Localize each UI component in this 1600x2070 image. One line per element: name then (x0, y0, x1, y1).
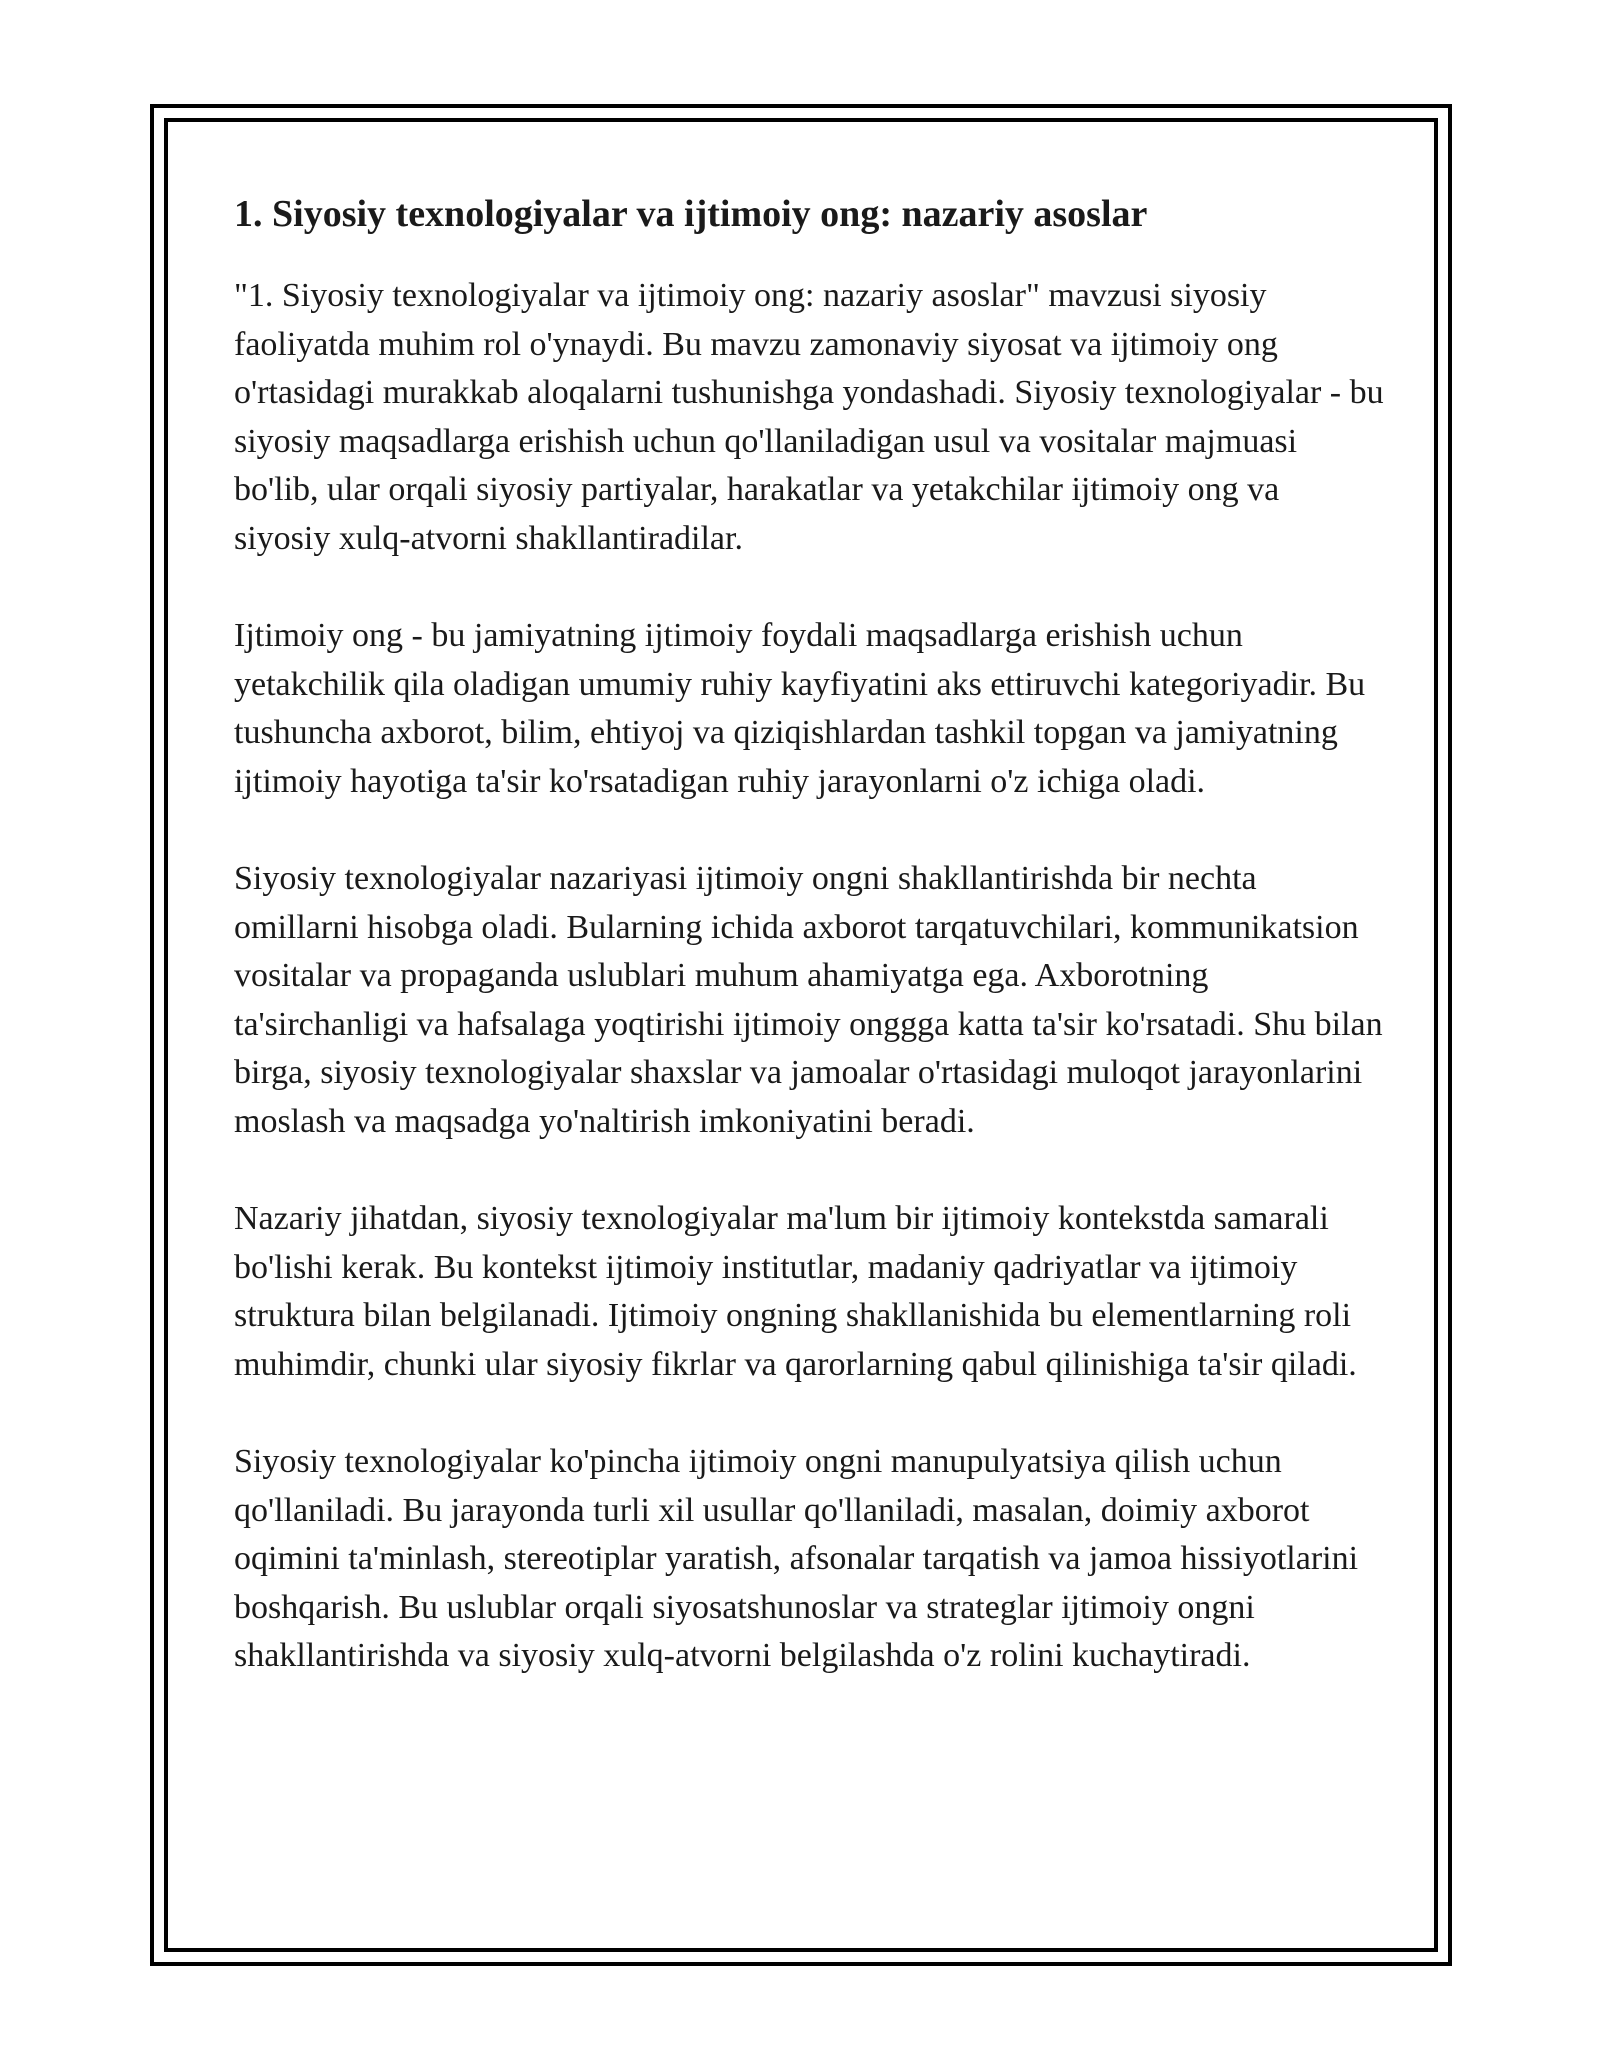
paragraph-1: "1. Siyosiy texnologiyalar va ijtimoiy ong: nazariy asoslar" mavzusi siyosiy faoliyatda muhim rol o'ynaydi. Bu mavzu zamonaviy siyosat va ijtimoiy ong o'rtasidagi murakkab aloqalarni tushunishga yondashadi. Siyosiy texnologiyalar - bu siyosiy maqsadlarga erishish uchun qo'llaniladigan usul va vositalar majmuasi bo'lib, ular orqali siyosiy partiyalar, harakatlar va yetakchilar ijtimoiy ong va siyosiy xulq-atvorni shakllantiradilar. (234, 277, 1384, 557)
paragraph-4: Nazariy jihatdan, siyosiy texnologiyalar ma'lum bir ijtimoiy kontekstda samarali bo'lishi kerak. Bu kontekst ijtimoiy institutlar, madaniy qadriyatlar va ijtimoiy struktura bilan belgilanadi. Ijtimoiy ongning shakllanishida bu elementlarning roli muhimdir, chunki ular siyosiy fikrlar va qarorlarning qabul qilinishiga ta'sir qiladi. (234, 1200, 1357, 1383)
paragraph-2: Ijtimoiy ong - bu jamiyatning ijtimoiy foydali maqsadlarga erishish uchun yetakchilik qila oladigan umumiy ruhiy kayfiyatini aks ettiruvchi kategoriyadir. Bu tushuncha axborot, bilim, ehtiyoj va qiziqishlardan tashkil topgan va jamiyatning ijtimoiy hayotiga ta'sir ko'rsatadigan ruhiy jarayonlarni o'z ichiga oladi. (234, 617, 1366, 800)
document-title: 1. Siyosiy texnologiyalar va ijtimoiy ong: nazariy asoslar (234, 193, 1148, 235)
paragraph-5: Siyosiy texnologiyalar ko'pincha ijtimoiy ongni manupulyatsiya qilish uchun qo'llaniladi. Bu jarayonda turli xil usullar qo'llaniladi, masalan, doimiy axborot oqimini ta'minlash, stereotiplar yaratish, afsonalar tarqatish va jamoa hissiyotlarini boshqarish. Bu uslublar orqali siyosatshunoslar va strateglar ijtimoiy ongni shakllantirishda va siyosiy xulq-atvorni belgilashda o'z rolini kuchaytiradi. (234, 1443, 1359, 1674)
paragraph-3: Siyosiy texnologiyalar nazariyasi ijtimoiy ongni shakllantirishda bir nechta omillarni hisobga oladi. Bularning ichida axborot tarqatuvchilari, kommunikatsion vositalar va propaganda uslublari muhum ahamiyatga ega. Axborotning ta'sirchanligi va hafsalaga yoqtirishi ijtimoiy onggga katta ta'sir ko'rsatadi. Shu bilan birga, siyosiy texnologiyalar shaxslar va jamoalar o'rtasidagi muloqot jarayonlarini moslash va maqsadga yo'naltirish imkoniyatini beradi. (234, 860, 1383, 1140)
document-body (234, 186, 1384, 1730)
